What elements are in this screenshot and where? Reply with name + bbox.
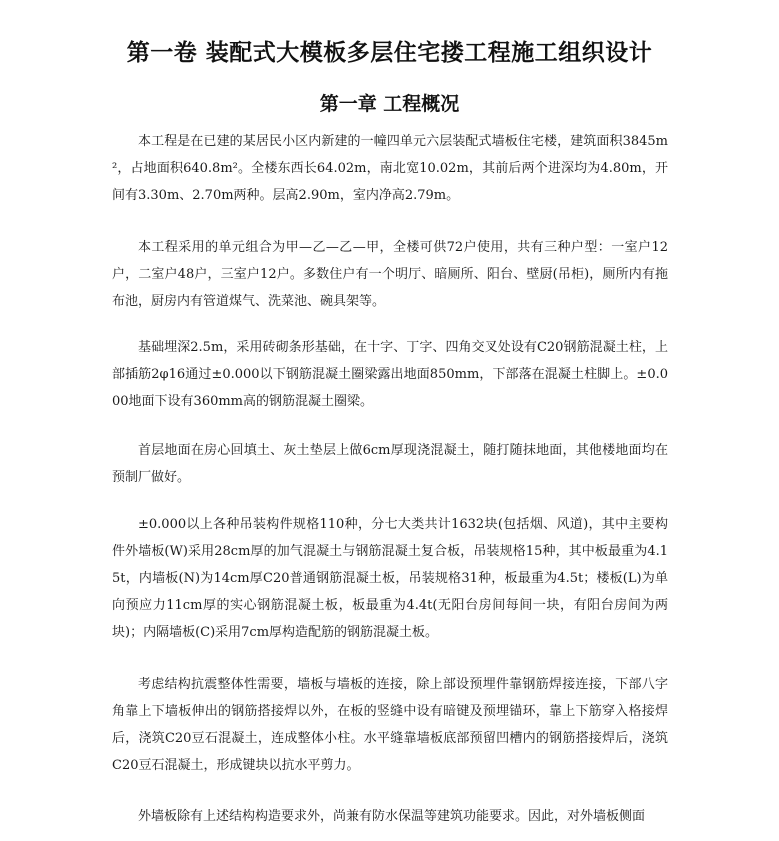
paragraph-prefab-components: ±0.000以上各种吊装构件规格110种，分七大类共计1632块(包括烟、风道)，其中主要构件外墙板(W)采用28cm厚的加气混凝土与钢筋混凝土复合板，吊装规格15种，其中板最重为4.15t，内墙板(N)为14cm厚C20普通钢筋混凝土板，吊装规格31种，板最重为4.5t；楼板(L)为单向预应力11cm厚的实心钢筋混凝土板，板最重为4.4t(无阳台房间每间一块，有阳台房间为两块)；内隔墙板(C)采用7cm厚构造配筋的钢筋混凝土板。 — [112, 517, 668, 640]
document-title: 第一卷 装配式大模板多层住宅搂工程施工组织设计 — [126, 40, 653, 66]
paragraph-project-overview: 本工程是在已建的某居民小区内新建的一幢四单元六层装配式墙板住宅楼，建筑面积3845m²，占地面积640.8m²。全楼东西长64.02m，南北宽10.02m，其前后两个进深均为4.80m，开间有3.30m、2.70m两种。层高2.90m，室内净高2.79m。 — [112, 134, 668, 203]
paragraph-ground-floor: 首层地面在房心回填土、灰土垫层上做6cm厚现浇混凝土，随打随抹地面，其他楼地面均在预制厂做好。 — [112, 443, 668, 485]
paragraph-seismic-connection: 考虑结构抗震整体性需要，墙板与墙板的连接，除上部设预埋件靠钢筋焊接连接，下部八字角靠上下墙板伸出的钢筋搭接焊以外，在板的竖缝中设有暗键及预埋锚环，靠上下筋穿入格接焊后，浇筑C20豆石混凝土，连成整体小柱。水平缝靠墙板底部预留凹槽内的钢筋搭接焊后，浇筑C20豆石混凝土，形成键块以抗水平剪力。 — [112, 677, 668, 773]
paragraph-exterior-wall: 外墙板除有上述结构构造要求外，尚兼有防水保温等建筑功能要求。因此，对外墙板侧面 — [138, 809, 646, 824]
chapter-title: 第一章 工程概况 — [319, 93, 460, 115]
paragraph-unit-layout: 本工程采用的单元组合为甲—乙—乙—甲，全楼可供72户使用，共有三种户型：一室户12户，二室户48户，三室户12户。多数住户有一个明厅、暗厕所、阳台、壁厨(吊柜)，厕所内有拖布池，厨房内有管道煤气、洗菜池、碗具架等。 — [112, 240, 668, 309]
paragraph-foundation: 基础埋深2.5m，采用砖砌条形基础，在十字、丁字、四角交叉处设有C20钢筋混凝土柱，上部插筋2φ16通过±0.000以下钢筋混凝土圈梁露出地面850mm，下部落在混凝土柱脚上。±0.000地面下设有360mm高的钢筋混凝土圈梁。 — [112, 340, 668, 409]
